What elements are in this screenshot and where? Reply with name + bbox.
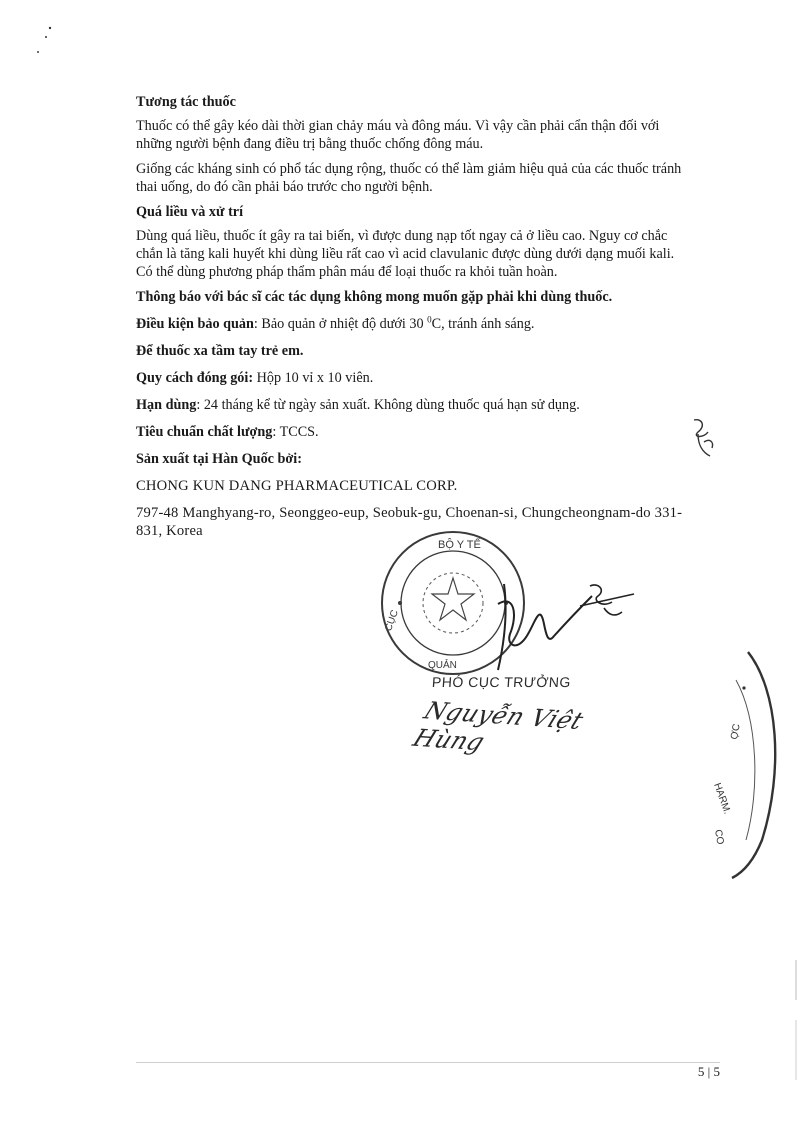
document-body bbox=[136, 93, 688, 549]
keep-away-line: Để thuốc xa tầm tay trẻ em. bbox=[136, 343, 304, 359]
official-signature-block bbox=[408, 674, 650, 757]
stamp-text-3: CO bbox=[712, 828, 726, 846]
quality-line bbox=[136, 423, 688, 441]
quality-value: : TCCS. bbox=[272, 424, 319, 440]
seal-text-top: BỘ Y TẾ bbox=[438, 539, 481, 551]
initials-mark bbox=[684, 412, 724, 462]
scan-specks bbox=[30, 20, 60, 60]
seal-text-left: CỤC bbox=[383, 608, 401, 633]
footer-rule bbox=[136, 1062, 720, 1063]
quality-label: Tiêu chuẩn chất lượng bbox=[136, 424, 273, 440]
seal-text-bottom: QUẢN bbox=[428, 660, 457, 671]
packaging-label: Quy cách đóng gói: bbox=[136, 370, 254, 386]
interactions-paragraph-1: Thuốc có thể gây kéo dài thời gian chảy máu và đông máu. Vì vậy cần phải cẩn thận đối với những người bệnh đang điều trị bằng thuốc chống đông máu. bbox=[136, 118, 660, 152]
stamp-text-1: ỢC bbox=[729, 722, 743, 741]
manufactured-label: Sản xuất tại Hàn Quốc bởi: bbox=[136, 451, 302, 467]
shelf-life-line bbox=[136, 396, 688, 414]
official-signature bbox=[484, 574, 644, 684]
interactions-paragraph-2: Giống các kháng sinh có phổ tác dụng rộng, thuốc có thể làm giảm hiệu quả của các thuốc tránh thai uống, do đó cần phải báo trước cho người bệnh. bbox=[136, 161, 682, 195]
manufacturer-name: CHONG KUN DANG PHARMACEUTICAL CORP. bbox=[136, 478, 458, 494]
shelf-life-value: : 24 tháng kể từ ngày sản xuất. Không dùng thuốc quá hạn sử dụng. bbox=[196, 397, 580, 413]
page-number: 5 | 5 bbox=[697, 1064, 720, 1079]
stamp-text-2: HARM. bbox=[711, 781, 733, 816]
storage-value: : Bảo quản ở nhiệt độ dưới 30 bbox=[253, 316, 428, 332]
official-title: PHÓ CỤC TRƯỞNG bbox=[431, 674, 572, 690]
packaging-value: Hộp 10 vỉ x 10 viên. bbox=[253, 370, 374, 386]
packaging-line bbox=[136, 369, 688, 387]
storage-degree: 0 bbox=[427, 314, 432, 325]
overdose-paragraph: Dùng quá liều, thuốc ít gây ra tai biến, vì được dung nạp tốt ngay cả ở liều cao. Nguy cơ chắc chắn là tăng kali huyết khi dùng liều rất cao vì acid clavulanic được dùng dưới dạng muối kali. Có thể dùng phương pháp thẩm phân máu để loại thuốc ra khỏi tuần hoàn. bbox=[136, 228, 675, 280]
storage-value-end: C, tránh ánh sáng. bbox=[431, 316, 535, 332]
notify-doctor-line: Thông báo với bác sĩ các tác dụng không mong muốn gặp phải khi dùng thuốc. bbox=[136, 289, 613, 305]
interactions-heading: Tương tác thuốc bbox=[136, 94, 236, 110]
overdose-heading: Quá liều và xử trí bbox=[136, 204, 244, 220]
manufacturer-address: 797-48 Manghyang-ro, Seonggeo-eup, Seobuk-gu, Choenan-si, Chungcheongnam-do 331-831, Korea bbox=[136, 505, 683, 539]
storage-line bbox=[136, 315, 688, 333]
shelf-life-label: Hạn dùng bbox=[136, 397, 197, 413]
storage-label: Điều kiện bảo quản bbox=[136, 316, 254, 332]
scan-edge-marks bbox=[792, 960, 800, 1080]
official-name: Nguyễn Việt Hùng bbox=[408, 696, 588, 757]
company-stamp-partial bbox=[688, 650, 800, 880]
